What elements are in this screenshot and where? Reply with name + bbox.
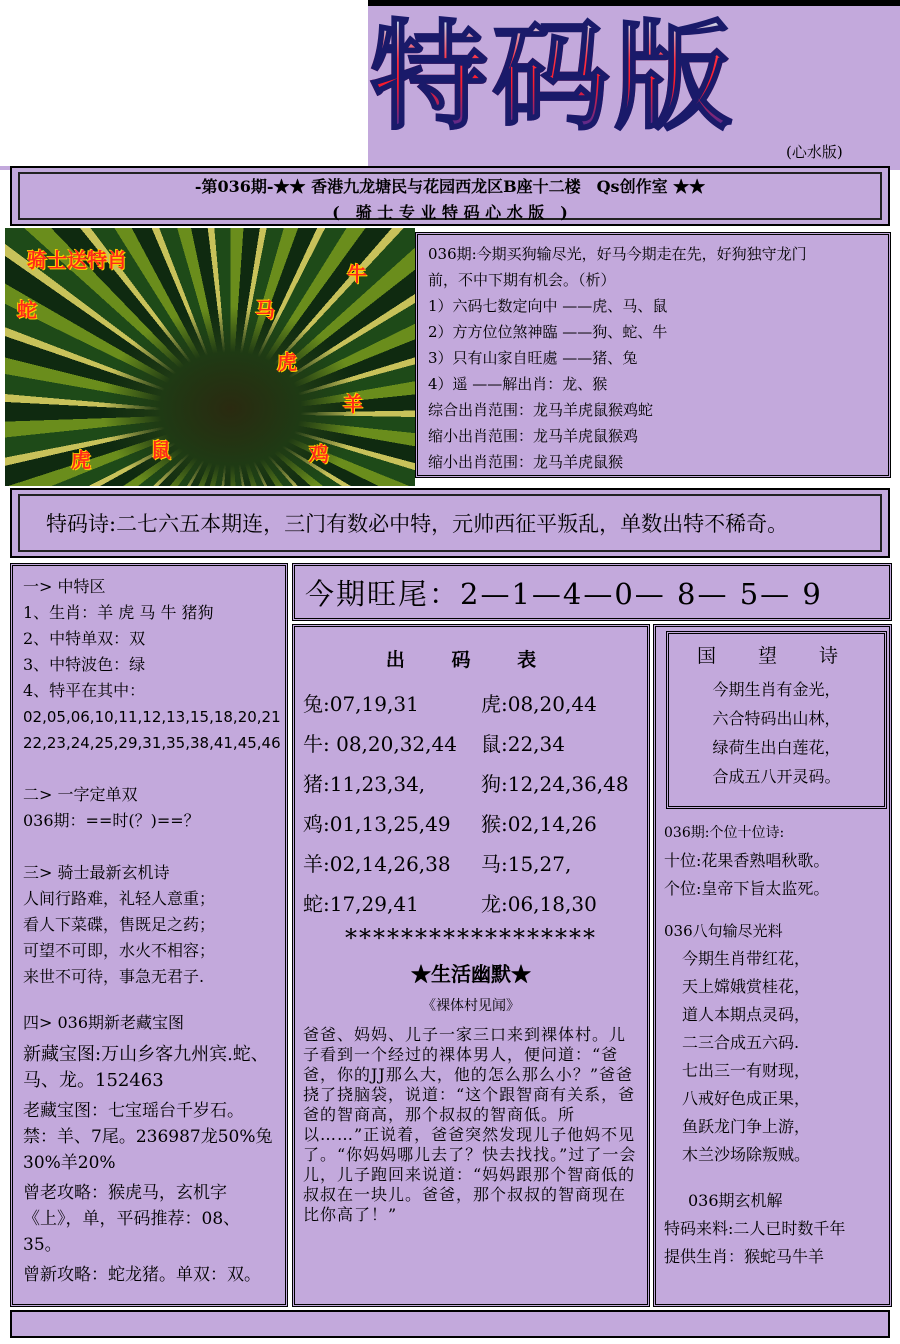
analysis-line: 综合出肖范围：龙马羊虎鼠猴鸡蛇 — [428, 401, 654, 419]
plant-image — [5, 228, 415, 486]
eight-line: 鱼跃龙门争上游， — [682, 1117, 811, 1136]
poem-line: 来世不可待，事急无君子. — [23, 967, 205, 986]
eight-line: 天上嫦娥赏桂花， — [682, 977, 811, 996]
analysis-line: 036期:今期买狗输尽光，好马今期走在先，好狗独守龙门 — [428, 245, 807, 263]
code-cell: 鼠:22,34 — [481, 731, 565, 756]
plant-label: 虎 — [71, 448, 91, 472]
code-cell: 羊:02,14,26,38 — [303, 851, 451, 876]
analysis-line: 缩小出肖范围：龙马羊虎鼠猴 — [428, 453, 624, 471]
code-cell: 鸡:01,13,25,49 — [303, 811, 451, 836]
right-line: 036期玄机解 — [688, 1191, 783, 1210]
story-text: 爸爸、妈妈、儿子一家三口来到裸体村。儿子看到一个经过的裸体男人，便问道：“爸爸，你的JJ那么大，他的怎么那么小？”爸爸挠了挠脑袋，说道：“这个跟智商有关系，爸爸的智商高，那个叔叔的智商低。所以……”正说着，爸爸突然发现儿子他妈不见了。“你妈妈哪儿去了？快去找找。”过了一会儿，儿子跑回来说道：“妈妈跟那个智商低的叔叔在一块儿。爸爸，那个叔叔的智商现在比你高了！” — [303, 1025, 637, 1224]
plant-label: 蛇 — [17, 298, 37, 322]
section-title: 三> 骑士最新玄机诗 — [23, 863, 170, 882]
eight-line: 道人本期点灵码， — [682, 1005, 811, 1024]
treasure-old: 老藏宝图：七宝瑶台千岁石。禁：羊、7尾。236987龙50%兔30%羊20% — [23, 1101, 273, 1173]
left-line: 2、中特单双：双 — [23, 629, 146, 648]
code-row — [303, 762, 639, 802]
left-line: 036期：==时(？)==？ — [23, 811, 200, 830]
left-line: 3、中特波色：绿 — [23, 655, 146, 674]
code-cell: 狗:12,24,36,48 — [481, 771, 629, 796]
guowang-title: 国 望 诗 — [696, 645, 857, 667]
eight-line: 二三合成五六码. — [682, 1033, 800, 1052]
plant-label: 牛 — [347, 262, 367, 286]
code-cell: 猪:11,23,34, — [303, 771, 426, 796]
code-cell: 兔:07,19,31 — [303, 691, 419, 716]
header-line2: ( 骑 士 专 业 特 码 心 水 版 ) — [332, 203, 568, 222]
bottom-bar — [10, 1310, 890, 1338]
guowang-line: 六合特码出山林， — [712, 709, 841, 728]
right-line: 036八句输尽光料 — [664, 922, 783, 940]
star-divider: ****************** — [345, 924, 597, 952]
eight-line: 七出三一有财现， — [682, 1061, 811, 1080]
right-line: 特码来料:二人已时数千年 — [664, 1219, 846, 1238]
plant-label: 鼠 — [151, 438, 171, 462]
treasure-new: 新藏宝图:万山乡客九州宾.蛇、马、龙。152463 — [23, 1044, 269, 1091]
header-line1: -第036期-★★ 香港九龙塘民与花园西龙区B座十二楼 Qs创作室 ★★ — [194, 177, 706, 196]
right-line: 提供生肖：猴蛇马牛羊 — [664, 1247, 825, 1266]
header-box — [10, 166, 890, 226]
analysis-line: 3）只有山家自旺處 ——猪、兔 — [428, 349, 638, 367]
code-row — [303, 682, 639, 722]
eight-line: 木兰沙场除叛贼。 — [682, 1145, 811, 1164]
eight-lines — [664, 945, 892, 1169]
lucky-tail: 今期旺尾：2—1—4—0— 8— 5— 9 — [292, 563, 892, 621]
analysis-line: 1）六码七数定向中 ——虎、马、鼠 — [428, 297, 668, 315]
poem-bar — [10, 488, 890, 558]
section-title: 二> 一字定单双 — [23, 785, 138, 804]
strategy-old: 曾老攻略：猴虎马，玄机字《上》，单，平码推荐：08、35。 — [23, 1183, 241, 1255]
code-table-title: 出 码 表 — [385, 649, 557, 671]
section-title: 四> 036期新老藏宝图 — [23, 1013, 185, 1032]
poem-line: 看人下菜碟，售既足之药； — [23, 915, 216, 934]
code-row — [303, 722, 639, 762]
plant-label: 马 — [255, 298, 275, 322]
poem-line: 人间行路难，礼轻人意重； — [23, 889, 216, 908]
analysis-line: 4）遥 ——解出肖：龙、猴 — [428, 375, 608, 393]
analysis-box — [415, 232, 891, 478]
plant-label: 虎 — [277, 350, 297, 374]
guowang-line: 合成五八开灵码。 — [712, 767, 841, 786]
code-cell: 马:15,27, — [481, 851, 572, 876]
right-column — [653, 624, 892, 1307]
code-row — [303, 802, 639, 842]
story-title: 《裸体村见闻》 — [422, 998, 520, 1014]
left-column — [10, 563, 288, 1307]
page-title: 特码版 — [370, 8, 737, 146]
guowang-line: 今期生肖有金光， — [712, 680, 841, 699]
top-rule — [368, 0, 900, 6]
right-line: 十位:花果香熟唱秋歌。 — [664, 851, 830, 870]
page-subtitle: (心水版) — [786, 143, 843, 161]
eight-line: 今期生肖带红花， — [682, 949, 811, 968]
analysis-line: 2）方方位位煞神臨 ——狗、蛇、牛 — [428, 323, 668, 341]
title-blank — [0, 0, 368, 166]
right-line: 个位:皇帝下旨太监死。 — [664, 879, 830, 898]
poem-text: 特码诗:二七六五本期连，三门有数必中特，元帅西征平叛乱，单数出特不稀奇。 — [18, 494, 882, 552]
guowang-line: 绿荷生出白莲花， — [712, 738, 841, 757]
guowang-poem — [666, 631, 887, 809]
plant-label: 羊 — [343, 392, 363, 416]
plant-label: 骑士送特肖 — [27, 248, 127, 272]
right-list — [664, 819, 892, 1271]
code-cell: 龙:06,18,30 — [481, 891, 597, 916]
analysis-line: 缩小出肖范围：龙马羊虎鼠猴鸡 — [428, 427, 639, 445]
code-row — [303, 882, 639, 922]
eight-line: 八戒好色成正果， — [682, 1089, 811, 1108]
plant-label: 鸡 — [309, 442, 329, 466]
left-line: 1、生肖：羊 虎 马 牛 猪狗 — [23, 603, 214, 622]
section-title: 一> 中特区 — [23, 577, 106, 596]
header-inner — [18, 172, 882, 220]
code-cell: 蛇:17,29,41 — [303, 891, 419, 916]
code-cell: 虎:08,20,44 — [481, 691, 597, 716]
poem-line: 可望不可即，水火不相容； — [23, 941, 216, 960]
number-list: 02,05,06,10,11,12,13,15,18,20,21 — [23, 708, 281, 726]
code-cell: 牛: 08,20,32,44 — [303, 731, 457, 756]
code-row — [303, 842, 639, 882]
left-line: 4、特平在其中： — [23, 681, 146, 700]
humor-title: ★生活幽默★ — [411, 962, 531, 986]
code-table — [292, 624, 650, 1307]
number-list: 22,23,24,25,29,31,35,38,41,45,46 — [23, 734, 281, 752]
analysis-line: 前，不中下期有机会。（析） — [428, 271, 616, 289]
code-cell: 猴:02,14,26 — [481, 811, 597, 836]
right-line: 036期:个位十位诗: — [664, 825, 785, 841]
strategy-new: 曾新攻略：蛇龙猪。单双：双。 — [23, 1265, 261, 1285]
